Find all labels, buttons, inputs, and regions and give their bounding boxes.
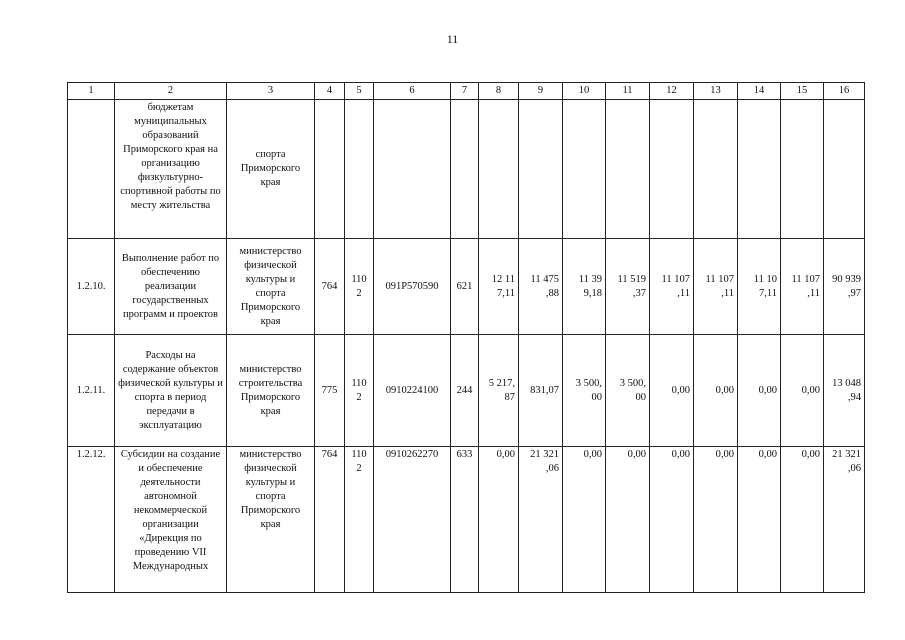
- row-value: 0,00: [650, 335, 694, 447]
- row-value: [479, 100, 519, 239]
- row-value: 3 500, 00: [606, 335, 650, 447]
- header-cell: 11: [606, 83, 650, 100]
- row-rzpr: 110 2: [345, 335, 374, 447]
- row-value: 0,00: [694, 335, 738, 447]
- row-csr: 0910224100: [374, 335, 451, 447]
- header-cell: 8: [479, 83, 519, 100]
- row-value: 11 10 7,11: [738, 239, 781, 335]
- row-number: 1.2.11.: [68, 335, 115, 447]
- row-number: [68, 100, 115, 239]
- row-value: 11 475 ,88: [519, 239, 563, 335]
- budget-table: [67, 82, 865, 593]
- header-cell: 16: [824, 83, 865, 100]
- row-value: [738, 100, 781, 239]
- row-value: 11 519 ,37: [606, 239, 650, 335]
- row-value: 0,00: [694, 447, 738, 593]
- table-row: [68, 335, 865, 447]
- header-cell: 6: [374, 83, 451, 100]
- row-value: 11 39 9,18: [563, 239, 606, 335]
- row-value: [694, 100, 738, 239]
- row-value: 0,00: [606, 447, 650, 593]
- row-value: 0,00: [650, 447, 694, 593]
- page-number: 11: [446, 32, 459, 46]
- header-row: [68, 83, 865, 100]
- row-grbs: [315, 100, 345, 239]
- row-value: 11 107 ,11: [650, 239, 694, 335]
- row-value: 12 11 7,11: [479, 239, 519, 335]
- row-description: Субсидии на создание и обеспечение деятельности автономной некоммерческой организации «Дирекция по проведению VII Международных: [115, 447, 227, 593]
- row-value: 0,00: [738, 335, 781, 447]
- header-cell: 2: [115, 83, 227, 100]
- row-csr: 091P570590: [374, 239, 451, 335]
- row-vr: 633: [451, 447, 479, 593]
- header-cell: 13: [694, 83, 738, 100]
- row-csr: [374, 100, 451, 239]
- row-number: 1.2.12.: [68, 447, 115, 593]
- row-value: 0,00: [781, 335, 824, 447]
- row-grbs: 764: [315, 447, 345, 593]
- row-executor: министерство строительства Приморского края: [227, 335, 315, 447]
- header-cell: 14: [738, 83, 781, 100]
- row-rzpr: 110 2: [345, 447, 374, 593]
- row-value: 0,00: [479, 447, 519, 593]
- row-rzpr: [345, 100, 374, 239]
- header-cell: 7: [451, 83, 479, 100]
- row-value: [606, 100, 650, 239]
- row-total: 13 048 ,94: [824, 335, 865, 447]
- row-value: 21 321 ,06: [519, 447, 563, 593]
- row-csr: 0910262270: [374, 447, 451, 593]
- row-total: [824, 100, 865, 239]
- row-value: 3 500, 00: [563, 335, 606, 447]
- row-executor: спорта Приморского края: [227, 100, 315, 239]
- row-rzpr: 110 2: [345, 239, 374, 335]
- row-total: 90 939 ,97: [824, 239, 865, 335]
- row-value: 831,07: [519, 335, 563, 447]
- row-value: [781, 100, 824, 239]
- table-row: [68, 239, 865, 335]
- header-cell: 5: [345, 83, 374, 100]
- row-value: 11 107 ,11: [781, 239, 824, 335]
- row-total: 21 321 ,06: [824, 447, 865, 593]
- row-number: 1.2.10.: [68, 239, 115, 335]
- row-value: 11 107 ,11: [694, 239, 738, 335]
- row-description: бюджетам муниципальных образований Приморского края на организацию физкультурно-спортивной работы по месту жительства: [115, 100, 227, 239]
- row-description: Расходы на содержание объектов физической культуры и спорта в период передачи в эксплуатацию: [115, 335, 227, 447]
- row-value: 0,00: [563, 447, 606, 593]
- row-grbs: 775: [315, 335, 345, 447]
- header-cell: 9: [519, 83, 563, 100]
- row-value: 0,00: [738, 447, 781, 593]
- row-description: Выполнение работ по обеспечению реализации государственных программ и проектов: [115, 239, 227, 335]
- header-cell: 4: [315, 83, 345, 100]
- row-executor: министерство физической культуры и спорта Приморского края: [227, 239, 315, 335]
- table-row: [68, 447, 865, 593]
- header-cell: 1: [68, 83, 115, 100]
- row-vr: [451, 100, 479, 239]
- header-cell: 15: [781, 83, 824, 100]
- header-cell: 10: [563, 83, 606, 100]
- row-value: [519, 100, 563, 239]
- header-cell: 3: [227, 83, 315, 100]
- header-cell: 12: [650, 83, 694, 100]
- row-value: 0,00: [781, 447, 824, 593]
- row-vr: 621: [451, 239, 479, 335]
- row-vr: 244: [451, 335, 479, 447]
- row-executor: министерство физической культуры и спорта Приморского края: [227, 447, 315, 593]
- row-value: [563, 100, 606, 239]
- row-value: 5 217, 87: [479, 335, 519, 447]
- row-grbs: 764: [315, 239, 345, 335]
- row-value: [650, 100, 694, 239]
- table-row: [68, 100, 865, 239]
